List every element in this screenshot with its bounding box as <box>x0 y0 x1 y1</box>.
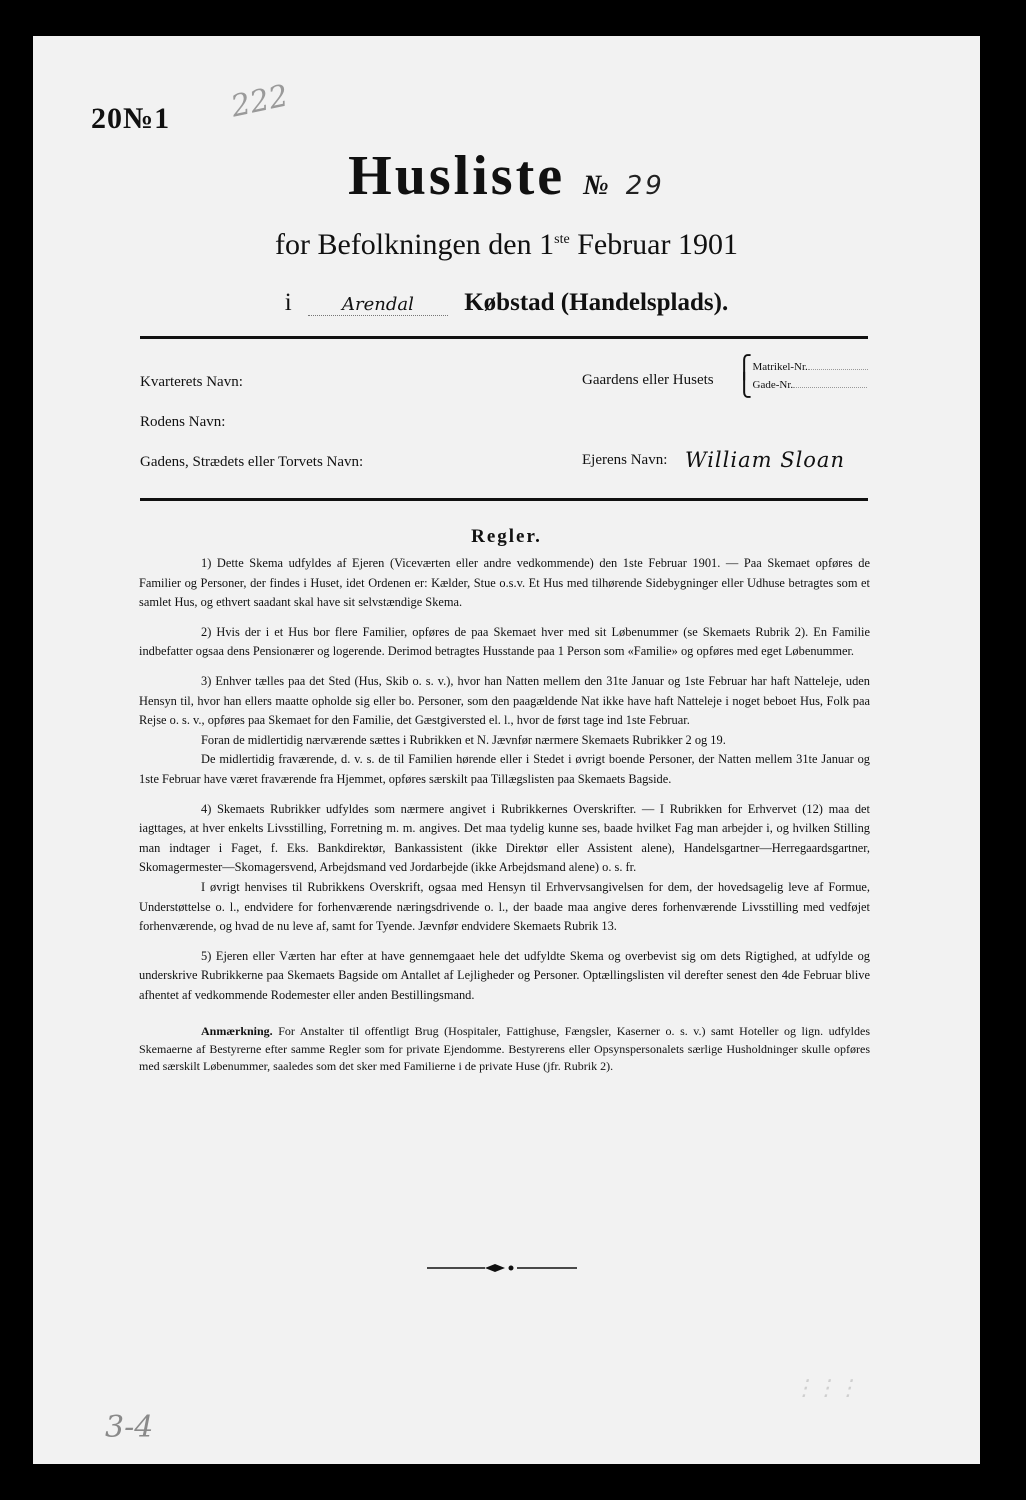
gade-label: Gadens, Strædets eller Torvets Navn: <box>140 454 364 470</box>
form-title <box>33 144 980 208</box>
rule-1: 1) Dette Skema udfyldes af Ejeren (Viceværten eller andre vedkommende) den 1ste Februar 1901. — Paa Skemaet opføres de Familier og Personer, der findes i Huset, idet Ordenen er: Kælder, Stue o.s.v. Et Hus med tilhørende Sidebygninger eller Udhuse betragtes som et samlet Hus, og ethvert saadant skal have sit selvstændige Skema. <box>139 556 870 610</box>
subtitle-after: Februar 1901 <box>569 228 738 261</box>
form-subtitle <box>33 228 980 262</box>
subtitle-before: for Befolkningen den 1 <box>275 228 555 261</box>
town-line <box>33 289 980 317</box>
rule-4-note: I øvrigt henvises til Rubrikkens Overskrift, ogsaa med Hensyn til Erhvervsangivelsen for dem, der hovedsagelig leve af Formue, Understøttelse o. l., endvidere for forhenværende næringsdrivende o. l., der baade maa angive deres forhenværende Livsstilling med vedføjet forhenværende, og hvad de nu leve af, samt for Tyende. Jævnfør endvidere Skemaets Rubrik 13. <box>139 879 870 934</box>
gadenr-label: Gade-Nr. <box>752 379 794 392</box>
rule-3: 3) Enhver tælles paa det Sted (Hus, Skib o. s. v.), hvor han Natten mellem den 31te Januar og 1ste Februar har haft Natteleje, uden Hensyn til, hvor han ellers maatte opholde sig eller bo. Personer, som den paagældende Nat ikke have haft Natteleje i noget beboet Hus, Folk paa Rejse o. s. v., opføres paa Skemaet for den Familie, det Gæstgiversted el. l., hvor de først tage ind 1ste Februar. <box>139 673 870 728</box>
title-no-label: № <box>583 170 609 201</box>
town-prefix: i <box>284 289 292 316</box>
house-list-number: 29 <box>625 171 665 201</box>
divider-top <box>140 336 868 339</box>
census-form-page <box>33 36 980 1464</box>
rules-text <box>139 554 870 1086</box>
rule-3-note-b: De midlertidig fraværende, d. v. s. de til Familien hørende eller i Stedet i øvrigt boende Personer, der Natten mellem 31te Januar og 1ste Februar have været fraværende fra Hjemmet, opføres særskilt paa Tillægslisten paa Skemaets Bagside. <box>139 752 870 786</box>
rules-heading: Regler. <box>471 526 542 547</box>
town-type-bold: Købstad <box>464 289 555 316</box>
rule-4: 4) Skemaets Rubrikker udfyldes som nærmere angivet i Rubrikkernes Overskrifter. — I Rubrikken for Erhvervet (12) maa det iagttages, at hver enkelts Livsstilling, Forretning m. m. angives. Det maa tydelig kunne ses, baade hvilket Fag man arbejder i, og hvilken Stilling man indtager i Faget, f. Eks. Bankdirektør, Bankassistent (ikke Direktør eller Assistent alene), Handelsgartner—Herregaardsgartner, Skomagermester—Skomagersvend, Arbejdsmand ved Jordarbejde (ikke Arbejdsmand alene) o. s. fr. <box>139 801 870 875</box>
ornament-divider <box>427 1262 577 1274</box>
ejer-label: Ejerens Navn: <box>582 452 668 468</box>
title-word: Husliste <box>348 145 566 207</box>
sheet-number: 20№1 <box>91 102 171 135</box>
town-type-suffix: (Handelsplads). <box>560 289 729 316</box>
rule-2: 2) Hvis der i et Hus bor flere Familier, opføres de paa Skemaet hver med sit Løbenummer (se Skemaets Rubrik 2). En Familie indbefatter ogsaa dens Pensionærer og logerende. Derimod betragtes Husstande paa 1 Person som «Familie» og opføres med eget Løbenummer. <box>139 624 870 659</box>
rule-5: 5) Ejeren eller Værten har efter at have gennemgaaet hele det udfyldte Skema og overbevist sig om dets Rigtighed, at udfylde og underskrive Rubrikkerne paa Skemaets Bagside om Antallet af Lejligheder og Personer. Optællingslisten vil derefter senest den 4de Februar blive afhentet af vedkommende Rodemester eller anden Bestillingsmand. <box>139 948 870 1002</box>
pencil-annotation-bottom: 3-4 <box>105 1410 154 1445</box>
divider-middle <box>140 498 868 501</box>
gaard-label: Gaardens eller Husets <box>582 372 714 388</box>
rode-label: Rodens Navn: <box>140 414 226 430</box>
owner-name-handwritten: William Sloan <box>685 448 845 472</box>
pencil-annotation-top: 222 <box>227 78 292 125</box>
note-text: For Anstalter til offentligt Brug (Hospitaler, Fattighuse, Fængsler, Kaserner o. s. v.) samt Hoteller og lign. udfyldes Skemaerne af Bestyrerne efter samme Regler som for private Ejendomme. Bestyrerens eller Opsynspersonalets særlige Husholdninger skulle opføres med særskilt Løbenummer, saaledes som det sker med Familierne i de private Huse (jfr. Rubrik 2). <box>139 1024 870 1074</box>
matrikel-label: Matrikel-Nr. <box>752 361 808 373</box>
kvarter-label: Kvarterets Navn: <box>140 374 243 390</box>
subtitle-sup: ste <box>554 232 570 247</box>
faint-mark: ⋮⋮⋮ <box>793 1376 859 1401</box>
gaard-number-fields: ⎧Matrikel-Nr. ⎩Gade-Nr. <box>736 358 868 395</box>
note-label: Anmærkning. <box>201 1024 273 1039</box>
rule-3-note-a: Foran de midlertidig nærværende sættes i Rubrikken et N. Jævnfør nærmere Skemaets Rubrikker 2 og 19. <box>201 732 726 747</box>
annotation-note <box>139 1023 870 1076</box>
town-name-handwritten: Arendal <box>308 294 448 316</box>
